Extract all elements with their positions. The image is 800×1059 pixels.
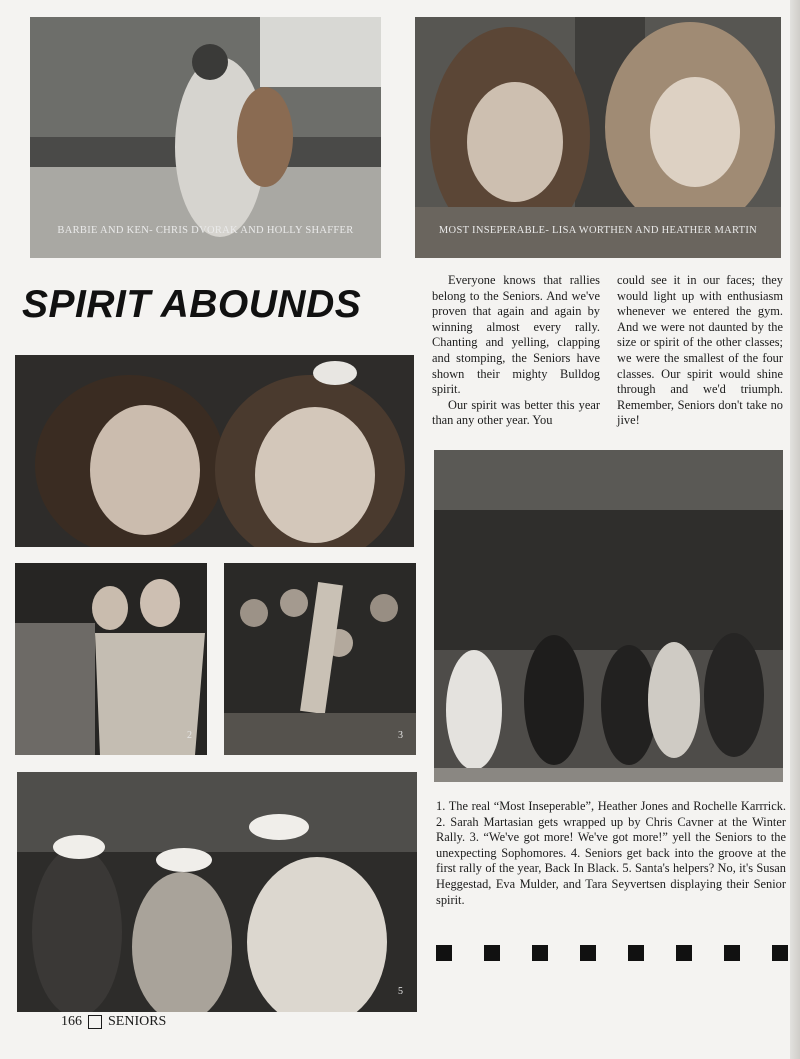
checkbox-square-icon (88, 1015, 102, 1029)
body-paragraph: could see it in our faces; they would light up with enthusiasm whenever we entered the gym. And we were not daunted by the size or spirit of the other classes; we were the smallest of the four classes. Our spirit would shine through and we'd triumph. Remember, Seniors don't take no jive! (617, 273, 783, 428)
decorative-square (724, 945, 740, 961)
photo-most-inseperable (415, 17, 781, 258)
decorative-square (532, 945, 548, 961)
photo-number: 5 (398, 986, 403, 997)
page-spine-shadow (790, 0, 800, 1059)
decorative-square (580, 945, 596, 961)
decorative-square-row (436, 945, 788, 962)
body-column-1 (432, 273, 600, 429)
page-number: 166 (61, 1014, 82, 1029)
photo-overlay-caption: BARBIE AND KEN- CHRIS DVORAK AND HOLLY SHAFFER (57, 225, 354, 236)
decorative-square (772, 945, 788, 961)
body-paragraph: Everyone knows that rallies belong to the Seniors. And we've proven that again and again by winning almost every rally. Chanting and yelling, clapping and stomping, the Seniors have shown their mighty Bulldog spirit. (432, 273, 600, 397)
decorative-square (628, 945, 644, 961)
photo-overlay-caption: MOST INSEPERABLE- LISA WORTHEN AND HEATHER MARTIN (438, 225, 758, 236)
section-name: SENIORS (108, 1014, 167, 1029)
photo-number: 2 (187, 730, 192, 741)
photo-barbie-and-ken (30, 17, 381, 258)
photo-3 (224, 563, 416, 755)
photo-number: 3 (398, 730, 403, 741)
body-paragraph: Our spirit was better this year than any other year. You (432, 397, 600, 428)
page-footer (61, 1014, 166, 1030)
decorative-square (436, 945, 452, 961)
photo-captions: 1. The real “Most Inseperable”, Heather Jones and Rochelle Karrrick. 2. Sarah Martasian gets wrapped up by Chris Cavner at the Winter Rally. 3. “We've got more! We've got more!” yell the Seniors to the unexpecting Sophomores. 4. Seniors get back into the groove at the first rally of the year, Back In Black. 5. Santa's helpers? No, it's Susan Heggestad, Eva Mulder, and Tara Seyvertsen displaying their Senior spirit. (436, 799, 786, 907)
photo-4 (434, 450, 783, 782)
photo-5 (17, 772, 417, 1012)
page-headline: SPIRIT ABOUNDS (22, 283, 362, 326)
decorative-square (676, 945, 692, 961)
photo-2 (15, 563, 207, 755)
body-column-2 (617, 273, 783, 429)
photo-1 (15, 355, 414, 547)
decorative-square (484, 945, 500, 961)
